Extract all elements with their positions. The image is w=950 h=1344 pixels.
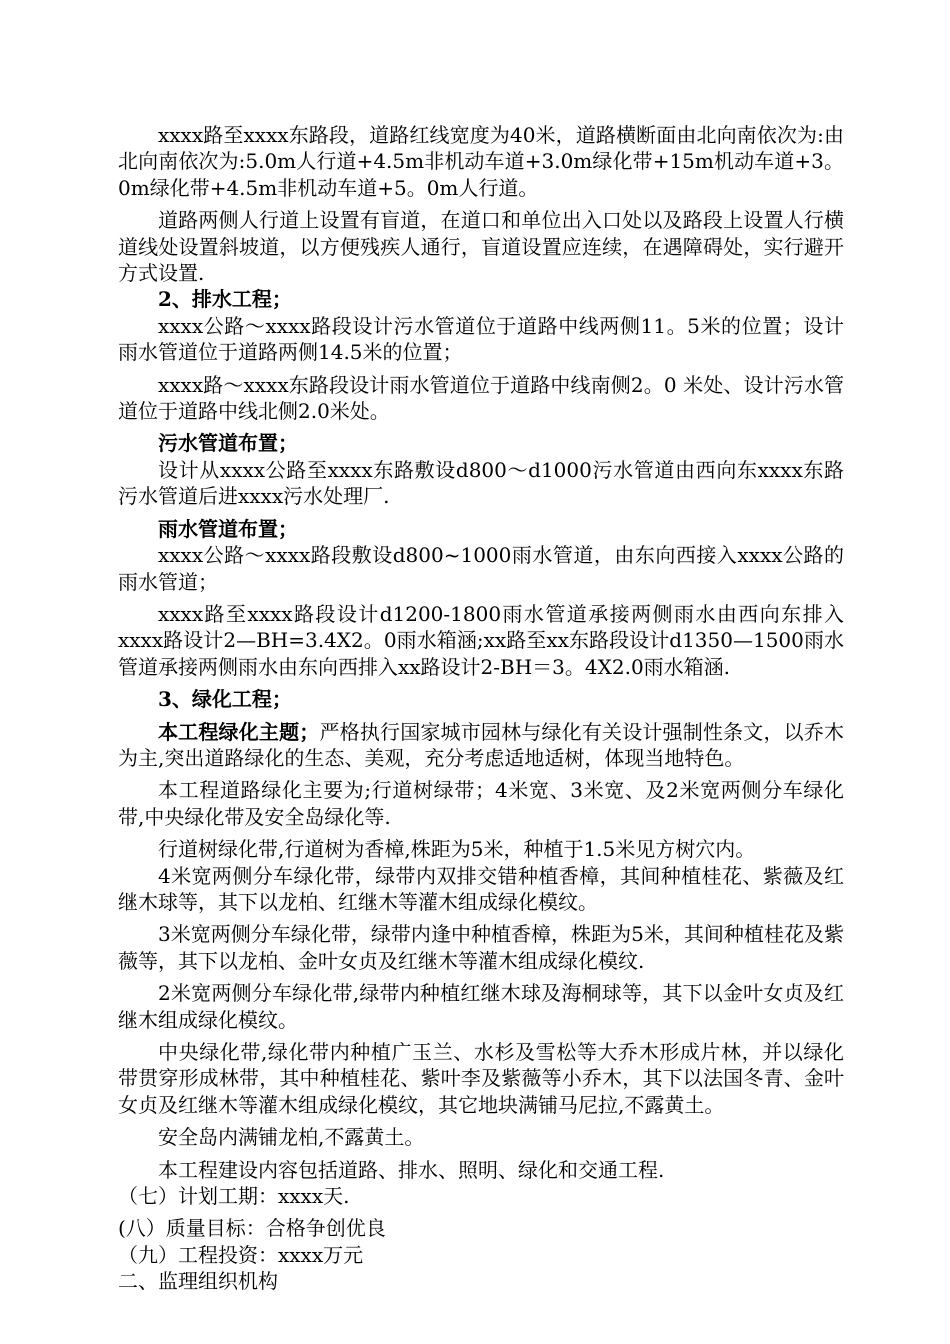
paragraph-3m-divider: 3米宽两侧分车绿化带，绿带内逢中种植香樟，株距为5米，其间种植桂花及紫薇等，其下以龙柏、金叶女贞及红继木等灌木组成绿化模纹.: [118, 922, 844, 973]
paragraph-road-cross-section: xxxx路至xxxx东路段，道路红线宽度为40米，道路横断面由北向南依次为:由北向南依次为:5.0m人行道+4.5m非机动车道+3.0m绿化带+15m机动车道+3。0m绿化带+4.5m非机动车道+5。0m人行道。: [118, 123, 844, 200]
paragraph-rain-layout-1: xxxx公路～xxxx路段敷设d800~1000雨水管道，由东向西接入xxxx公路的雨水管道；: [118, 543, 844, 594]
document-body: [118, 122, 844, 1295]
paragraph-construction-scope: 本工程建设内容包括道路、排水、照明、绿化和交通工程.: [158, 1157, 665, 1182]
paragraph-sewage-layout: 设计从xxxx公路至xxxx东路敷设d800～d1000污水管道由西向东xxxx东路污水管道后进xxxx污水处理厂.: [118, 457, 844, 509]
paragraph-central-greenbelt: 中央绿化带,绿化带内种植广玉兰、水杉及雪松等大乔木形成片林，并以绿化带贯穿形成林带，其中种植桂花、紫叶李及紫薇等小乔木，其下以法国冬青、金叶女贞及红继木等灌木组成绿化模纹，其它地块满铺马尼拉,不露黄土。: [118, 1040, 844, 1117]
heading-supervision-organization: 二、监理组织机构: [118, 1269, 278, 1294]
paragraph-2m-divider: 2米宽两侧分车绿化带,绿带内种植红继木球及海桐球等，其下以金叶女贞及红继木组成绿化模纹。: [118, 981, 844, 1032]
paragraph-4m-divider: 4米宽两侧分车绿化带，绿带内双排交错种植香樟，其间种植桂花、紫薇及红继木球等，其下以龙柏、红继木等灌木组成绿化模纹。: [118, 863, 844, 914]
greening-theme-text: 严格执行国家城市园林与绿化有关设计强制性条文，以乔木为主,突出道路绿化的生态、美观，充分考虑适地适树，体现当地特色。: [118, 719, 845, 770]
paragraph-rain-pipe-position: xxxx路～xxxx东路段设计雨水管道位于道路中线南侧2。0 米处、设计污水管道位于道路中线北侧2.0米处。: [118, 372, 844, 424]
item-schedule: （七）计划工期：xxxx天.: [118, 1184, 350, 1209]
paragraph-rain-layout-2: xxxx路至xxxx路段设计d1200-1800雨水管道承接两侧雨水由西向东排入xxxx路设计2—BH=3.4X2。0雨水箱涵;xx路至xx东路段设计d1350—1500雨水管道承接两侧雨水由东向西排入xx路设计2-BH＝3。4X2.0雨水箱涵.: [118, 601, 844, 679]
paragraph-sewage-pipe-position: xxxx公路～xxxx路段设计污水管道位于道路中线两侧11。5米的位置；设计雨水管道位于道路两侧14.5米的位置；: [118, 313, 844, 365]
item-investment: （九）工程投资：xxxx万元: [118, 1242, 364, 1267]
paragraph-greening-theme: [118, 719, 844, 772]
heading-greening: 3、绿化工程；: [158, 687, 292, 712]
item-quality-goal: (八）质量目标：合格争创优良: [118, 1216, 386, 1241]
heading-drainage: 2、排水工程；: [158, 287, 292, 312]
heading-rain-layout: 雨水管道布置；: [158, 516, 298, 541]
paragraph-greening-scope: 本工程道路绿化主要为;行道树绿带；4米宽、3米宽、及2米宽两侧分车绿化带,中央绿化带及安全岛绿化等.: [118, 778, 844, 829]
paragraph-blind-path: 道路两侧人行道上设置有盲道，在道口和单位出入口处以及路段上设置人行横道线处设置斜坡道，以方便残疾人通行，盲道设置应连续，在遇障碍处，实行避开方式设置.: [118, 208, 844, 286]
paragraph-street-trees: 行道树绿化带,行道树为香樟,株距为5米，种植于1.5米见方树穴内。: [158, 837, 756, 862]
greening-theme-label: 本工程绿化主题；: [158, 719, 320, 744]
paragraph-safety-island: 安全岛内满铺龙柏,不露黄土。: [158, 1125, 425, 1150]
heading-sewage-layout: 污水管道布置；: [158, 431, 298, 456]
